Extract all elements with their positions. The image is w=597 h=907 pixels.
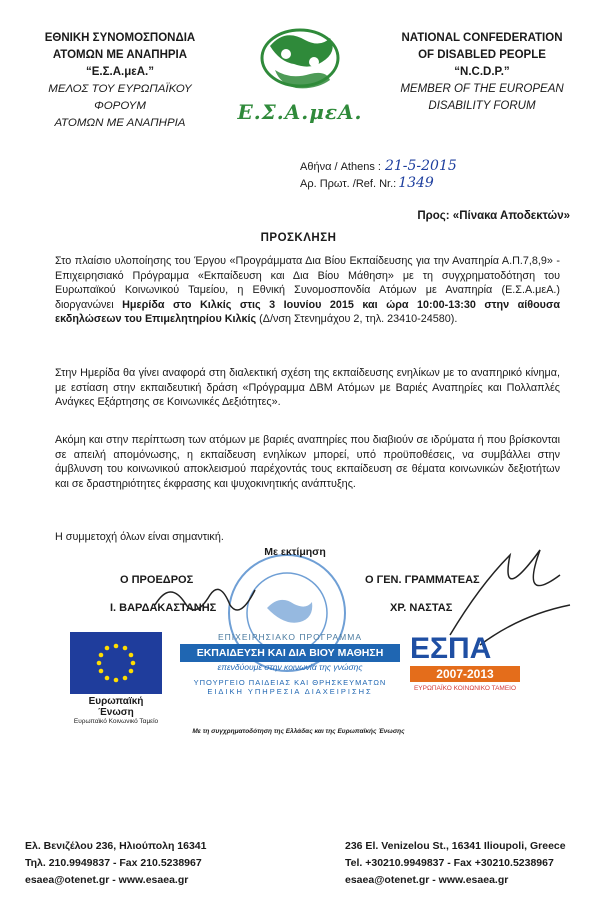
handwritten-ref: 1349 (398, 175, 434, 191)
espa-fund: ΕΥΡΩΠΑΪΚΟ ΚΟΙΝΩΝΙΚΟ ΤΑΜΕΙΟ (413, 685, 517, 692)
secretary-name: ΧΡ. ΝΑΣΤΑΣ (390, 602, 453, 614)
espa-years: 2007-2013 (410, 666, 520, 682)
paragraph-2: Στην Ημερίδα θα γίνει αναφορά στη διαλεκτική σχέση της εκπαίδευσης ενηλίκων με το αναπηρικό κίνημα, με εστίαση στην εκπαιδευτική δράση «Πρόγραμμα ΔΒΜ Ατόμων με Βαριές Αναπηρίες και Πολλαπλές Ανάγκες Εξάρτησης σε Κοινωνικές Δεξιότητες». (55, 367, 560, 408)
closing-phrase: Με εκτίμηση (264, 546, 326, 558)
espa-logo (410, 632, 520, 692)
secretary-role: Ο ΓΕΝ. ΓΡΑΜΜΑΤΕΑΣ (365, 574, 480, 586)
espa-title: ΕΣΠΑ (410, 632, 492, 665)
managing-authority: ΕΙΔΙΚΗ ΥΠΗΡΕΣΙΑ ΔΙΑΧΕΙΡΙΣΗΣ (207, 687, 373, 696)
footer-phone-en: Tel. +30210.9949837 - Fax +30210.5238967 (345, 857, 554, 869)
paragraph-1 (55, 254, 560, 327)
program-logo (180, 632, 400, 696)
footer-web-en: esaea@otenet.gr - www.esaea.gr (345, 874, 509, 886)
program-name: ΕΚΠΑΙΔΕΥΣΗ ΚΑΙ ΔΙΑ ΒΙΟΥ ΜΑΘΗΣΗ (180, 644, 400, 662)
member-line1: ΜΕΛΟΣ ΤΟΥ ΕΥΡΩΠΑΪΚΟΥ ΦΟΡΟΥΜ (48, 83, 192, 112)
org-abbr-en: “N.C.D.P.” (454, 66, 510, 78)
org-name-line1: ΕΘΝΙΚΗ ΣΥΝΟΜΟΣΠΟΝΔΙΑ (44, 32, 196, 44)
org-name-line2: ΑΤΟΜΩΝ ΜΕ ΑΝΑΠΗΡΙΑ (52, 49, 188, 61)
date-row (300, 158, 580, 175)
cofunding-note: Με τη συγχρηματοδότηση της Ελλάδας και της Ευρωπαϊκής Ένωσης (192, 728, 405, 735)
member-en-line1: MEMBER OF THE EUROPEAN (400, 83, 564, 95)
ref-row (300, 175, 580, 192)
logo-text: Ε.Σ.Α.μεΑ. (237, 100, 363, 124)
p1-text-b: (Δ/νση Στενημάχου 2, τηλ. 23410-24580). (256, 313, 458, 325)
recipient-line: Προς: «Πίνακα Αποδεκτών» (417, 210, 570, 222)
footer-web-gr: esaea@otenet.gr - www.esaea.gr (25, 874, 189, 886)
handwritten-date: 21-5-2015 (384, 158, 457, 174)
footer-greek (25, 838, 206, 889)
president-signature (150, 575, 260, 625)
place-label: Αθήνα / Athens : (300, 161, 381, 173)
program-top-text: ΕΠΙΧΕΙΡΗΣΙΑΚΟ ΠΡΟΓΡΑΜΜΑ (218, 632, 362, 642)
program-tagline: επενδύουμε στην κοινωνία της γνώσης (217, 662, 363, 672)
footer-address-en: 236 El. Venizelou St., 16341 Ilioupoli, Greece (345, 840, 566, 852)
esaea-logo (230, 18, 370, 128)
date-ref-block (300, 158, 580, 192)
eu-logo (70, 632, 162, 725)
ministry-name: ΥΠΟΥΡΓΕΙΟ ΠΑΙΔΕΙΑΣ ΚΑΙ ΘΡΗΣΚΕΥΜΑΤΩΝ (193, 678, 387, 687)
footer-address-gr: Ελ. Βενιζέλου 236, Ηλιούπολη 16341 (25, 840, 207, 852)
eu-caption: Ευρωπαϊκή Ένωση (88, 696, 144, 718)
footer-phone-gr: Τηλ. 210.9949837 - Fax 210.5238967 (25, 857, 202, 869)
eu-subcaption: Ευρωπαϊκό Κοινωνικό Ταμείο (73, 718, 159, 725)
member-line2: ΑΤΟΜΩΝ ΜΕ ΑΝΑΠΗΡΙΑ (54, 117, 186, 129)
org-name-en-line2: OF DISABLED PEOPLE (418, 49, 546, 61)
member-en-line2: DISABILITY FORUM (428, 100, 536, 112)
footer-english (345, 838, 566, 889)
hands-emblem-icon (230, 18, 370, 108)
paragraph-3: Ακόμη και στην περίπτωση των ατόμων με βαριές αναπηρίες που διαβιούν σε ιδρύματα ή που βρίσκονται σε απειλή απομόνωσης, η εκπαίδευση ενηλίκων μπορεί, υπό προϋποθέσεις, να συμβάλλει στην άμβλυνση του κοινωνικού αποκλεισμού παρέχοντάς τους εκπαίδευση σε θέματα κοινωνικών δεξιοτήτων και σε δραστηριότητες έκφρασης και ψυχοκινητικής ανάπτυξης. (55, 434, 560, 490)
org-abbr: “Ε.Σ.Α.μεΑ.” (86, 66, 154, 78)
ref-label: Αρ. Πρωτ. /Ref. Nr.: (300, 178, 397, 190)
paragraph-4: Η συμμετοχή όλων είναι σημαντική. (55, 531, 224, 543)
document-title: ΠΡΟΣΚΛΗΣΗ (260, 232, 337, 244)
p1-event-details: Ημερίδα στο Κιλκίς στις 3 Ιουνίου 2015 και ώρα 10:00-13:30 στην αίθουσα εκδηλώσεων του Επιμελητηρίου Κιλκίς (55, 298, 560, 325)
president-name: Ι. ΒΑΡΔΑΚΑΣΤΑΝΗΣ (110, 602, 217, 614)
president-role: Ο ΠΡΟΕΔΡΟΣ (120, 574, 194, 586)
p1-text-a: Στο πλαίσιο υλοποίησης του Έργου «Προγράμματα Δια Βίου Εκπαίδευσης για την Αναπηρία Α.Π.7,8,9» - Επιχειρησιακό Πρόγραμμα «Εκπαίδευση και Δια Βίου Μάθηση» με τη συγχρηματοδότηση του Ευρωπαϊκού Κοινωνικού Ταμείου, η Εθνική Συνομοσπονδία Ατόμων με Αναπηρία (Ε.Σ.Α.μεΑ.) διοργανώνει (55, 255, 560, 311)
eu-flag-icon (70, 632, 162, 694)
header-english (378, 30, 586, 115)
header-greek (22, 30, 218, 132)
org-name-en-line1: NATIONAL CONFEDERATION (401, 32, 563, 44)
